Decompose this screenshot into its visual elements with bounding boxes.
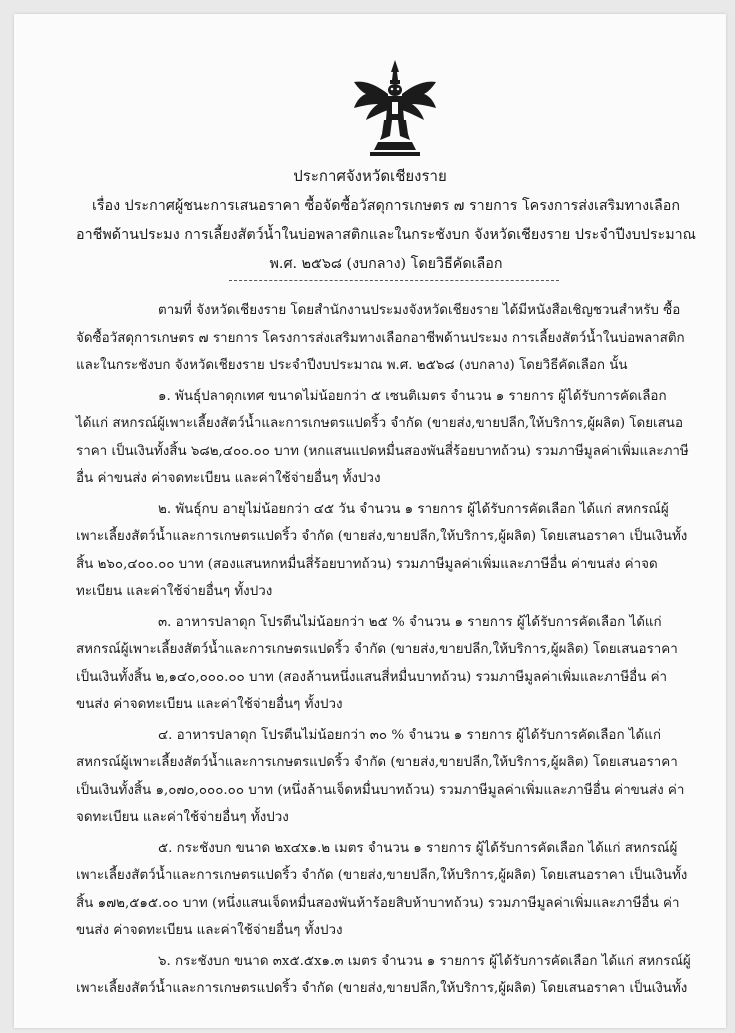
item-paragraph-6: ๖. กระชังบก ขนาด ๓x๕.๕x๑.๓ เมตร จำนวน ๑ รายการ ผู้ได้รับการคัดเลือก ได้แก่ สหกรณ์ผู้เพาะเลี้ยงสัตว์น้ำและการเกษตรแปดริ้ว จำกัด (ขายส่ง,ขายปลีก,ให้บริการ,ผู้ผลิต) โดยเสนอราคา เป็นเงินทั้ง — [76, 953, 691, 996]
document-subject: เรื่อง ประกาศผู้ชนะการเสนอราคา ซื้อจัดซื้อวัสดุการเกษตร ๗ รายการ โครงการส่งเสริมทางเลือกอาชีพด้านประมง การเลี้ยงสัตว์น้ำในบ่อพลาสติกและในกระชังบก จังหวัดเชียงราย ประจำปีงบประมาณ พ.ศ. ๒๕๖๘ (งบกลาง) โดยวิธีคัดเลือก — [76, 198, 696, 272]
item-paragraph-2: ๒. พันธุ์กบ อายุไม่น้อยกว่า ๔๕ วัน จำนวน ๑ รายการ ผู้ได้รับการคัดเลือก ได้แก่ สหกรณ์ผู้เพาะเลี้ยงสัตว์น้ำและการเกษตรแปดริ้ว จำกัด (ขายส่ง,ขายปลีก,ให้บริการ,ผู้ผลิต) โดยเสนอราคา เป็นเงินทั้งสิ้น ๒๖๐,๔๐๐.๐๐ บาท (สองแสนหกหมื่นสี่ร้อยบาทถ้วน) รวมภาษีมูลค่าเพิ่มและภาษีอื่น ค่าขนส่ง ค่าจดทะเบียน และค่าใช้จ่ายอื่นๆ ทั้งปวง — [76, 501, 688, 599]
intro-paragraph: ตามที่ จังหวัดเชียงราย โดยสำนักงานประมงจังหวัดเชียงราย ได้มีหนังสือเชิญชวนสำหรับ ซื้อจัดซื้อวัสดุการเกษตร ๗ รายการ โครงการส่งเสริมทางเลือกอาชีพด้านประมง การเลี้ยงสัตว์น้ำในบ่อพลาสติกและในกระชังบก จังหวัดเชียงราย ประจำปีงบประมาณ พ.ศ. ๒๕๖๘ (งบกลาง) โดยวิธีคัดเลือก นั้น — [76, 303, 685, 373]
divider-line — [229, 280, 559, 281]
item-paragraph-1: ๑. พันธุ์ปลาดุกเทศ ขนาดไม่น้อยกว่า ๕ เซนติเมตร จำนวน ๑ รายการ ผู้ได้รับการคัดเลือก ได้แก่ สหกรณ์ผู้เพาะเลี้ยงสัตว์น้ำและการเกษตรแปดริ้ว จำกัด (ขายส่ง,ขายปลีก,ให้บริการ,ผู้ผลิต) โดยเสนอราคา เป็นเงินทั้งสิ้น ๖๘๒,๔๐๐.๐๐ บาท (หกแสนแปดหมื่นสองพันสี่ร้อยบาทถ้วน) รวมภาษีมูลค่าเพิ่มและภาษีอื่น ค่าขนส่ง ค่าจดทะเบียน และค่าใช้จ่ายอื่นๆ ทั้งปวง — [76, 388, 689, 486]
garuda-emblem-icon — [348, 58, 442, 158]
item-paragraph-3: ๓. อาหารปลาดุก โปรตีนไม่น้อยกว่า ๒๕ % จำนวน ๑ รายการ ผู้ได้รับการคัดเลือก ได้แก่ สหกรณ์ผู้เพาะเลี้ยงสัตว์น้ำและการเกษตรแปดริ้ว จำกัด (ขายส่ง,ขายปลีก,ให้บริการ,ผู้ผลิต) โดยเสนอราคา เป็นเงินทั้งสิ้น ๒,๑๔๐,๐๐๐.๐๐ บาท (สองล้านหนึ่งแสนสี่หมื่นบาทถ้วน) รวมภาษีมูลค่าเพิ่มและภาษีอื่น ค่าขนส่ง ค่าจดทะเบียน และค่าใช้จ่ายอื่นๆ ทั้งปวง — [76, 614, 678, 712]
document-body — [76, 297, 694, 1006]
item-paragraph-4: ๔. อาหารปลาดุก โปรตีนไม่น้อยกว่า ๓๐ % จำนวน ๑ รายการ ผู้ได้รับการคัดเลือก ได้แก่ สหกรณ์ผู้เพาะเลี้ยงสัตว์น้ำและการเกษตรแปดริ้ว จำกัด (ขายส่ง,ขายปลีก,ให้บริการ,ผู้ผลิต) โดยเสนอราคา เป็นเงินทั้งสิ้น ๑,๐๗๐,๐๐๐.๐๐ บาท (หนึ่งล้านเจ็ดหมื่นบาทถ้วน) รวมภาษีมูลค่าเพิ่มและภาษีอื่น ค่าขนส่ง ค่าจดทะเบียน และค่าใช้จ่ายอื่นๆ ทั้งปวง — [76, 727, 685, 825]
document-heading: ประกาศจังหวัดเชียงราย — [293, 167, 447, 185]
document-page — [14, 14, 726, 1028]
item-paragraph-5: ๕. กระชังบก ขนาด ๒x๔x๑.๒ เมตร จำนวน ๑ รายการ ผู้ได้รับการคัดเลือก ได้แก่ สหกรณ์ผู้เพาะเลี้ยงสัตว์น้ำและการเกษตรแปดริ้ว จำกัด (ขายส่ง,ขายปลีก,ให้บริการ,ผู้ผลิต) โดยเสนอราคา เป็นเงินทั้งสิ้น ๑๗๒,๕๑๕.๐๐ บาท (หนึ่งแสนเจ็ดหมื่นสองพันห้าร้อยสิบห้าบาทถ้วน) รวมภาษีมูลค่าเพิ่มและภาษีอื่น ค่าขนส่ง ค่าจดทะเบียน และค่าใช้จ่ายอื่นๆ ทั้งปวง — [76, 840, 688, 938]
